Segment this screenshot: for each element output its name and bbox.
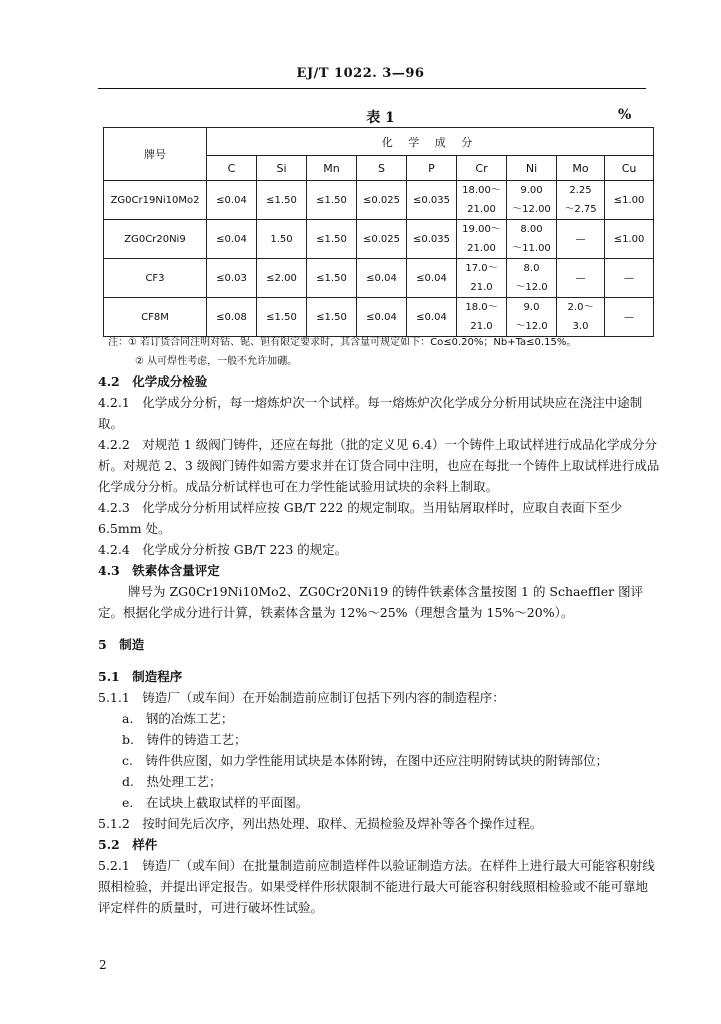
chemical-composition-table (103, 127, 654, 337)
s-cell: ≤0.04 (357, 259, 407, 298)
c-cell: ≤0.08 (207, 298, 257, 337)
table-row (104, 298, 654, 337)
cu-cell: ≤1.00 (605, 220, 654, 259)
section-heading: 5.1 制造程序 (98, 669, 183, 684)
grade-cell: ZG0Cr19Ni10Mo2 (104, 181, 207, 220)
document-number: EJ/T 1022. 3—96 (296, 66, 425, 81)
list-item: c. 铸件供应图，如力学性能用试块是本体附铸，在图中还应注明附铸试块的附铸部位； (122, 753, 608, 768)
list-item: b. 铸件的铸造工艺； (122, 732, 247, 747)
column-header: Mo (557, 156, 605, 181)
page-number: 2 (99, 958, 107, 972)
table-notes (108, 333, 576, 371)
clause-text: 5.1.1 铸造厂（或车间）在开始制造前应制订包括下列内容的制造程序： (98, 690, 505, 705)
mn-cell: ≤1.50 (307, 259, 357, 298)
chapter-heading: 5 制造 (98, 637, 145, 652)
si-cell: ≤2.00 (257, 259, 307, 298)
table-row (104, 220, 654, 259)
column-header: P (407, 156, 457, 181)
table-title: 表 1 (366, 110, 395, 126)
clause-text: 4.2.3 化学成分分析用试样应按 GB/T 222 的规定制取。当用钻屑取样时，应取自表面下至少 6.5mm 处。 (98, 500, 623, 536)
section-heading: 5.2 样件 (98, 837, 158, 852)
mo-cell: — (557, 259, 605, 298)
mo-cell: 2.0～ 3.0 (557, 298, 605, 337)
si-cell: ≤1.50 (257, 298, 307, 337)
mo-cell: 2.25 ～2.75 (557, 181, 605, 220)
clause-text: 4.2.1 化学成分分析，每一熔炼炉次一个试样。每一熔炼炉次化学成分分析用试块应在浇注中途制取。 (98, 395, 643, 431)
mn-cell: ≤1.50 (307, 220, 357, 259)
header-rule (98, 88, 646, 89)
p-cell: ≤0.035 (407, 220, 457, 259)
c-cell: ≤0.04 (207, 181, 257, 220)
column-header: Cr (457, 156, 507, 181)
s-cell: ≤0.025 (357, 181, 407, 220)
note-1: 注：① 若订货合同注明对钴、铌、钽有限定要求时，其含量可规定如下：Co≤0.20%；Nb+Ta≤0.15%。 (108, 337, 577, 348)
clause-text: 牌号为 ZG0Cr19Ni10Mo2、ZG0Cr20Ni19 的铸件铁素体含量按图 1 的 Schaeffler 图评定。根据化学成分进行计算，铁素体含量为 12%～25%（理想含量为 15%～20%）。 (98, 584, 644, 620)
table-row (104, 181, 654, 220)
si-cell: ≤1.50 (257, 181, 307, 220)
s-cell: ≤0.04 (357, 298, 407, 337)
c-cell: ≤0.03 (207, 259, 257, 298)
mn-cell: ≤1.50 (307, 298, 357, 337)
body-text (98, 371, 660, 918)
column-header: S (357, 156, 407, 181)
table-row (104, 259, 654, 298)
grade-cell: ZG0Cr20Ni9 (104, 220, 207, 259)
mo-cell: — (557, 220, 605, 259)
cr-cell: 18.00～ 21.00 (457, 181, 507, 220)
composition-header: 化 学 成 分 (207, 128, 654, 156)
ni-cell: 8.00 ～11.00 (507, 220, 557, 259)
list-item: e. 在试块上截取试样的平面图。 (122, 795, 309, 810)
column-header: Cu (605, 156, 654, 181)
list-item: d. 热处理工艺； (122, 774, 222, 789)
p-cell: ≤0.04 (407, 298, 457, 337)
s-cell: ≤0.025 (357, 220, 407, 259)
column-header: C (207, 156, 257, 181)
c-cell: ≤0.04 (207, 220, 257, 259)
p-cell: ≤0.04 (407, 259, 457, 298)
cr-cell: 18.0～ 21.0 (457, 298, 507, 337)
note-2: ② 从可焊性考虑，一般不允许加硼。 (135, 356, 298, 367)
si-cell: 1.50 (257, 220, 307, 259)
grade-cell: CF8M (104, 298, 207, 337)
clause-text: 5.1.2 按时间先后次序，列出热处理、取样、无损检验及焊补等各个操作过程。 (98, 816, 543, 831)
ni-cell: 8.0 ～12.0 (507, 259, 557, 298)
cu-cell: ≤1.00 (605, 181, 654, 220)
grade-header: 牌号 (104, 128, 207, 181)
clause-text: 5.2.1 铸造厂（或车间）在批量制造前应制造样件以验证制造方法。在样件上进行最大可能容积射线照相检验，并提出评定报告。如果受样件形状限制不能进行最大可能容积射线照相检验或不能可靠地评定样件的质量时，可进行破坏性试验。 (98, 858, 655, 915)
section-heading: 4.3 铁素体含量评定 (98, 563, 220, 578)
grade-cell: CF3 (104, 259, 207, 298)
ni-cell: 9.0 ～12.0 (507, 298, 557, 337)
section-heading: 4.2 化学成分检验 (98, 374, 208, 389)
table-unit: % (618, 107, 632, 123)
cu-cell: — (605, 259, 654, 298)
column-header: Mn (307, 156, 357, 181)
clause-text: 4.2.4 化学成分分析按 GB/T 223 的规定。 (98, 542, 348, 557)
list-item: a. 钢的冶炼工艺； (122, 711, 234, 726)
cr-cell: 19.00～ 21.00 (457, 220, 507, 259)
mn-cell: ≤1.50 (307, 181, 357, 220)
p-cell: ≤0.035 (407, 181, 457, 220)
ni-cell: 9.00 ～12.00 (507, 181, 557, 220)
clause-text: 4.2.2 对规范 1 级阀门铸件，还应在每批（批的定义见 6.4）一个铸件上取试样进行成品化学成分分析。对规范 2、3 级阀门铸件如需方要求并在订货合同中注明，也应在每批一个铸件上取试样进行成品化学成分分析。成品分析试样也可在力学性能试验用试块的余料上制取。 (98, 437, 660, 494)
cr-cell: 17.0～ 21.0 (457, 259, 507, 298)
column-header: Si (257, 156, 307, 181)
cu-cell: — (605, 298, 654, 337)
column-header: Ni (507, 156, 557, 181)
